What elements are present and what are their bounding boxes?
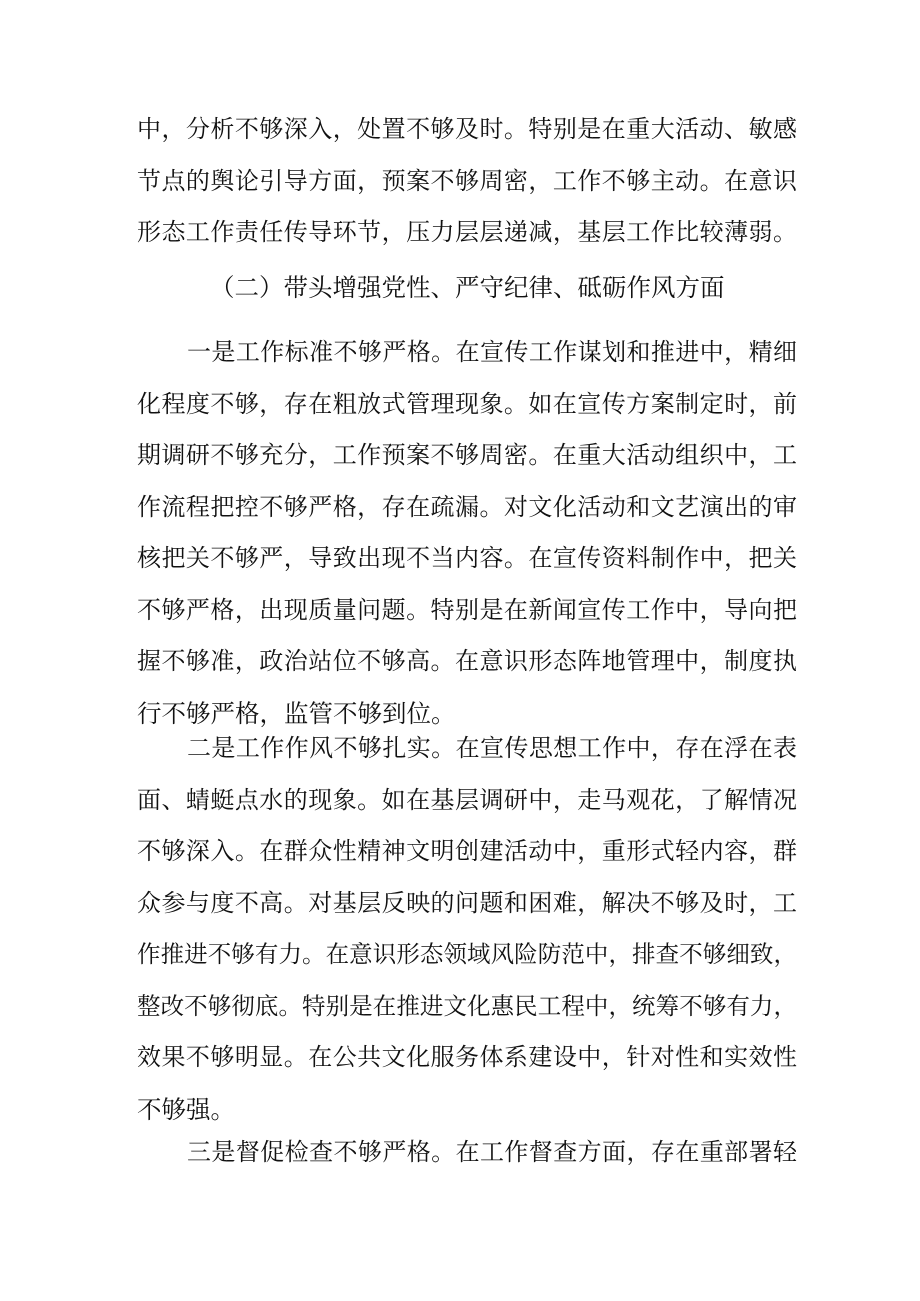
paragraph-line: 一是工作标准不够严格。在宣传工作谋划和推进中，精细 (187, 338, 797, 366)
paragraph-line: 化程度不够，存在粗放式管理现象。如在宣传方案制定时，前 (137, 389, 797, 418)
paragraph-line: 二是工作作风不够扎实。在宣传思想工作中，存在浮在表 (187, 734, 797, 762)
paragraph-line: 中，分析不够深入，处置不够及时。特别是在重大活动、敏感 (137, 115, 797, 143)
paragraph-line: 行不够严格，监管不够到位。 (137, 698, 456, 728)
paragraph-line: 握不够准，政治站位不够高。在意识形态阵地管理中，制度执 (137, 647, 797, 675)
paragraph-line: 不够严格，出现质量问题。特别是在新闻宣传工作中，导向把 (137, 595, 797, 624)
section-heading: （二）带头增强党性、严守纪律、砥砺作风方面 (210, 273, 725, 302)
paragraph-line: 不够深入。在群众性精神文明创建活动中，重形式轻内容，群 (137, 837, 797, 865)
paragraph-line: 三是督促检查不够严格。在工作督查方面，存在重部署轻 (187, 1138, 797, 1166)
paragraph-line: 形态工作责任传导环节，压力层层递减，基层工作比较薄弱。 (137, 218, 797, 246)
paragraph-line: 节点的舆论引导方面，预案不够周密，工作不够主动。在意识 (137, 166, 797, 195)
paragraph-line: 作流程把控不够严格，存在疏漏。对文化活动和文艺演出的审 (137, 492, 797, 521)
paragraph-work-style (137, 723, 797, 1135)
paragraph-previous (137, 104, 797, 259)
paragraph-line: 效果不够明显。在公共文化服务体系建设中，针对性和实效性 (137, 1043, 797, 1071)
paragraph-supervision (137, 1127, 797, 1179)
paragraph-line: 整改不够彻底。特别是在推进文化惠民工程中，统筹不够有力， (137, 991, 797, 1020)
paragraph-line: 期调研不够充分，工作预案不够周密。在重大活动组织中，工 (137, 441, 797, 469)
paragraph-line: 核把关不够严，导致出现不当内容。在宣传资料制作中，把关 (137, 544, 797, 572)
paragraph-line: 不够强。 (137, 1094, 235, 1124)
paragraph-line: 作推进不够有力。在意识形态领域风险防范中，排查不够细致， (137, 940, 797, 968)
paragraph-line: 面、蜻蜓点水的现象。如在基层调研中，走马观花，了解情况 (137, 785, 797, 814)
paragraph-line: 众参与度不高。对基层反映的问题和困难，解决不够及时，工 (137, 888, 797, 917)
paragraph-work-standards (137, 327, 797, 739)
